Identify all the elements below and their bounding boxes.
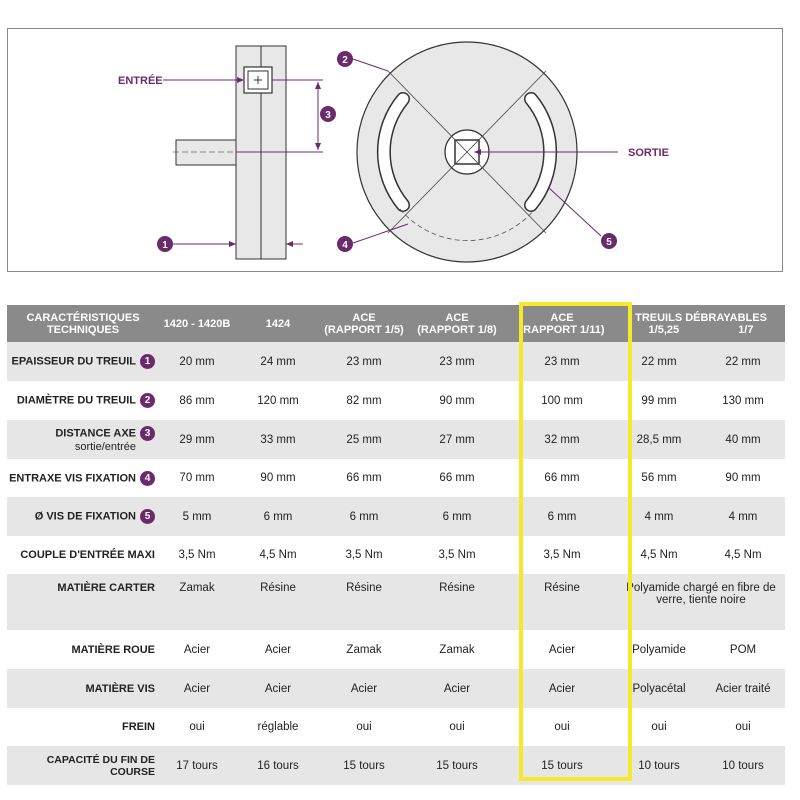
header-1-5-25: 1/5,25 — [648, 323, 680, 336]
cell: oui — [356, 721, 372, 733]
cell: 5 mm — [159, 497, 235, 536]
spec-table — [7, 305, 785, 785]
cell: Résine — [407, 574, 507, 630]
cell: Acier — [183, 643, 211, 656]
table-header-row — [7, 305, 785, 342]
table-row — [7, 708, 785, 746]
cell: Résine — [507, 574, 617, 630]
entree-label: ENTRÉE — [118, 75, 163, 87]
cell: 28,5 mm — [617, 420, 701, 459]
row-label: DISTANCE AXE 3 sortie/entrée — [7, 420, 159, 459]
header-1424: 1424 — [235, 305, 321, 342]
cell: 100 mm — [541, 394, 583, 407]
header-treuils-debrayables: TREUILS DÉBRAYABLES 1/5,25 1/7 — [617, 305, 785, 342]
cell: oui — [449, 721, 465, 733]
cell: 99 mm — [641, 394, 677, 407]
cell: Polyacétal — [617, 669, 701, 708]
marker-badge: 4 — [140, 471, 155, 486]
header-ace-1-5: ACE (RAPPORT 1/5) — [321, 305, 407, 342]
cell: 130 mm — [722, 394, 764, 407]
winch-diagram — [8, 29, 784, 273]
marker-1 — [157, 236, 173, 252]
row-label: DIAMÈTRE DU TREUIL 2 — [7, 381, 159, 420]
cell: 6 mm — [507, 497, 617, 536]
cell: 33 mm — [235, 420, 321, 459]
cell: Acier — [321, 669, 407, 708]
cell: 10 tours — [701, 746, 785, 785]
cell: 22 mm — [617, 342, 701, 381]
cell: 90 mm — [260, 472, 296, 484]
marker-badge: 1 — [140, 354, 155, 369]
cell: 24 mm — [235, 342, 321, 381]
cell: Acier — [548, 643, 576, 656]
table-row — [7, 746, 785, 785]
sortie-label: SORTIE — [628, 147, 669, 159]
cell: oui — [189, 721, 205, 733]
winch-side-view — [163, 46, 323, 259]
cell: oui — [651, 721, 667, 733]
cell: 15 tours — [507, 746, 617, 785]
cell: Zamak — [159, 574, 235, 630]
cell: 90 mm — [439, 394, 475, 407]
cell: 3,5 Nm — [438, 549, 476, 561]
svg-text:3: 3 — [325, 110, 331, 121]
cell: 22 mm — [701, 342, 785, 381]
svg-text:2: 2 — [342, 55, 348, 66]
cell: 66 mm — [346, 472, 382, 484]
table-row — [7, 342, 785, 381]
row-label: EPAISSEUR DU TREUIL 1 — [7, 342, 159, 381]
cell: Acier — [159, 669, 235, 708]
table-row — [7, 381, 785, 420]
cell: 6 mm — [321, 497, 407, 536]
cell: Acier — [264, 643, 292, 656]
svg-text:4: 4 — [342, 240, 348, 251]
cell: 4,5 Nm — [259, 549, 297, 561]
cell: 6 mm — [235, 497, 321, 536]
cell: Acier — [235, 669, 321, 708]
marker-badge: 5 — [140, 509, 155, 524]
svg-text:5: 5 — [606, 237, 612, 248]
cell: 23 mm — [407, 342, 507, 381]
row-label: COUPLE D'ENTRÉE MAXI — [20, 549, 155, 561]
header-1-7: 1/7 — [738, 323, 754, 336]
cell-merged: Polyamide chargé en fibre de verre, tiente noire — [617, 574, 785, 630]
cell: POM — [729, 643, 757, 656]
cell: Acier traité — [701, 669, 785, 708]
cell: 90 mm — [725, 472, 761, 484]
table-row — [7, 630, 785, 669]
cell: 6 mm — [407, 497, 507, 536]
header-ace-1-8: ACE (RAPPORT 1/8) — [407, 305, 507, 342]
cell: Acier — [407, 669, 507, 708]
cell: oui — [554, 721, 570, 733]
cell: 3,5 Nm — [345, 549, 383, 561]
cell: 40 mm — [701, 420, 785, 459]
table-row — [7, 497, 785, 536]
cell: 3,5 Nm — [178, 549, 216, 561]
row-label: Ø VIS DE FIXATION 5 — [7, 497, 159, 536]
row-label: MATIÈRE VIS — [7, 669, 159, 708]
row-label: MATIÈRE CARTER — [7, 574, 159, 630]
table-row — [7, 420, 785, 459]
cell: 120 mm — [257, 394, 299, 407]
cell: réglable — [257, 721, 299, 733]
table-row — [7, 574, 785, 630]
marker-3 — [320, 106, 336, 122]
cell: 23 mm — [507, 342, 617, 381]
cell: 16 tours — [235, 746, 321, 785]
row-label: CAPACITÉ DU FIN DE COURSE — [7, 746, 159, 785]
cell: Résine — [321, 574, 407, 630]
cell: Zamak — [346, 643, 382, 656]
cell: 4,5 Nm — [724, 549, 762, 561]
winch-front-view — [353, 42, 618, 262]
marker-badge: 2 — [140, 393, 155, 408]
cell: 27 mm — [407, 420, 507, 459]
cell: 66 mm — [544, 472, 580, 484]
marker-5 — [601, 233, 617, 249]
cell: 32 mm — [507, 420, 617, 459]
cell: 70 mm — [179, 472, 215, 484]
table-row — [7, 669, 785, 708]
cell: 4,5 Nm — [640, 549, 678, 561]
cell: Zamak — [439, 643, 475, 656]
table-row — [7, 536, 785, 574]
cell: 56 mm — [641, 472, 677, 484]
cell: 10 tours — [617, 746, 701, 785]
marker-2 — [337, 51, 353, 67]
marker-4 — [337, 236, 353, 252]
cell: Résine — [235, 574, 321, 630]
cell: 20 mm — [159, 342, 235, 381]
cell: 23 mm — [321, 342, 407, 381]
cell: Acier — [507, 669, 617, 708]
cell: 66 mm — [439, 472, 475, 484]
cell: 82 mm — [346, 394, 382, 407]
cell: 4 mm — [701, 497, 785, 536]
diagram-panel — [7, 28, 783, 272]
header-ace-1-11: ACE (RAPPORT 1/11) — [507, 305, 617, 342]
marker-badge: 3 — [140, 426, 155, 441]
header-caracteristiques: CARACTÉRISTIQUES TECHNIQUES — [7, 305, 159, 342]
row-label: FREIN — [122, 721, 155, 733]
cell: 15 tours — [407, 746, 507, 785]
cell: Polyamide — [632, 643, 686, 656]
table-row — [7, 459, 785, 497]
svg-text:1: 1 — [162, 240, 168, 251]
cell: 3,5 Nm — [543, 549, 581, 561]
cell: 15 tours — [321, 746, 407, 785]
row-label: ENTRAXE VIS FIXATION 4 — [7, 459, 159, 497]
cell: 4 mm — [617, 497, 701, 536]
row-label: MATIÈRE ROUE — [71, 643, 155, 656]
cell: oui — [735, 721, 751, 733]
header-1420: 1420 - 1420B — [159, 305, 235, 342]
cell: 17 tours — [159, 746, 235, 785]
cell: 86 mm — [179, 394, 215, 407]
cell: 29 mm — [159, 420, 235, 459]
cell: 25 mm — [321, 420, 407, 459]
